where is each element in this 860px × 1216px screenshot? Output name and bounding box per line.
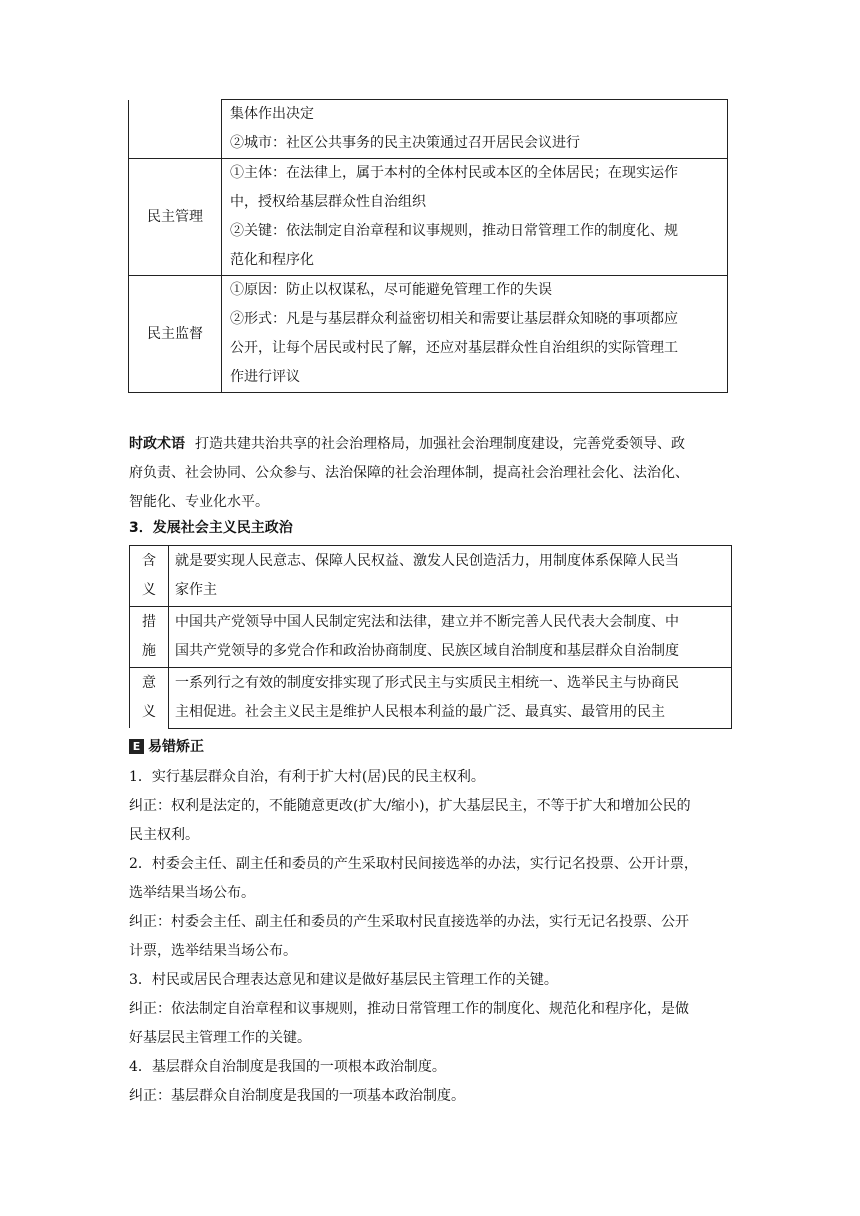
- text-line: 好基层民主管理工作的关键。: [129, 1030, 311, 1046]
- corrections-heading: [129, 735, 204, 757]
- text-line: 民主权利。: [129, 827, 199, 843]
- label-char: 施: [142, 643, 156, 659]
- row-label: 民主监督: [129, 276, 222, 393]
- label-char: 义: [142, 704, 156, 720]
- text-line: 3．村民或居民合理表达意见和建议是做好基层民主管理工作的关键。: [129, 972, 558, 988]
- row-label: [130, 607, 169, 668]
- corrections-list: [129, 763, 735, 1111]
- text-line: 选举结果当场公布。: [129, 885, 255, 901]
- table-row: [129, 100, 728, 159]
- text-line: 主相促进。社会主义民主是维护人民根本利益的最广泛、最真实、最管用的民主: [175, 703, 665, 720]
- row-label: 民主管理: [129, 159, 222, 276]
- text-line: 纠正：依法制定自治章程和议事规则，推动日常管理工作的制度化、规范化和程序化，是做: [129, 1001, 689, 1017]
- term-text: 打造共建共治共享的社会治理格局，加强社会治理制度建设，完善党委领导、政: [195, 436, 685, 452]
- text-line: 作进行评议: [230, 369, 300, 385]
- text-line: ①原因：防止以权谋私，尽可能避免管理工作的失误: [230, 282, 552, 298]
- text-line: 范化和程序化: [230, 252, 314, 268]
- table-row: [129, 276, 728, 393]
- democracy-table: [128, 99, 728, 393]
- row-content: [169, 546, 732, 607]
- text-line: 纠正：基层群众自治制度是我国的一项基本政治制度。: [129, 1088, 465, 1104]
- row-label: [129, 100, 222, 159]
- text-line: [129, 430, 733, 459]
- political-term-paragraph: [129, 430, 733, 517]
- row-content: [169, 668, 732, 729]
- text-line: ②形式：凡是与基层群众利益密切相关和需要让基层群众知晓的事项都应: [230, 311, 678, 327]
- label-char: 意: [142, 675, 156, 691]
- socialist-democracy-table: [129, 545, 732, 729]
- text-line: ①主体：在法律上，属于本村的全体村民或本区的全体居民；在现实运作: [230, 165, 678, 181]
- text-line: 集体作出决定: [230, 106, 314, 122]
- text-line: 家作主: [175, 582, 217, 598]
- table-row: [130, 607, 732, 668]
- section-heading: 3．发展社会主义民主政治: [129, 520, 293, 536]
- text-line: 智能化、专业化水平。: [129, 494, 269, 510]
- term-label: 时政术语: [129, 436, 185, 452]
- table-row: [129, 159, 728, 276]
- text-line: 一系列行之有效的制度安排实现了形式民主与实质民主相统一、选举民主与协商民: [175, 674, 679, 691]
- text-line: 中，授权给基层群众性自治组织: [230, 194, 426, 210]
- text-line: 纠正：权利是法定的，不能随意更改(扩大/缩小)，扩大基层民主，不等于扩大和增加公民的: [129, 798, 691, 814]
- correction-icon: E: [129, 739, 144, 754]
- text-line: 公开，让每个居民或村民了解，还应对基层群众性自治组织的实际管理工: [230, 340, 678, 356]
- text-line: 1．实行基层群众自治，有利于扩大村(居)民的民主权利。: [129, 769, 485, 785]
- text-line: 纠正：村委会主任、副主任和委员的产生采取村民直接选举的办法，实行无记名投票、公开: [129, 914, 689, 930]
- text-line: 2．村委会主任、副主任和委员的产生采取村民间接选举的办法，实行记名投票、公开计票，: [129, 856, 698, 872]
- row-content: [222, 100, 728, 159]
- label-char: 义: [142, 582, 156, 598]
- text-line: 就是要实现人民意志、保障人民权益、激发人民创造活力，用制度体系保障人民当: [175, 553, 679, 569]
- row-label: [130, 668, 169, 729]
- text-line: 中国共产党领导中国人民制定宪法和法律，建立并不断完善人民代表大会制度、中: [175, 614, 679, 630]
- row-content: [169, 607, 732, 668]
- table-row: [130, 668, 732, 729]
- table-row: [130, 546, 732, 607]
- label-char: 措: [142, 614, 156, 630]
- text-line: 府负责、社会协同、公众参与、法治保障的社会治理体制，提高社会治理社会化、法治化、: [129, 465, 689, 481]
- text-line: 4．基层群众自治制度是我国的一项根本政治制度。: [129, 1059, 446, 1075]
- text-line: 计票，选举结果当场公布。: [129, 943, 297, 959]
- text-line: ②关键：依法制定自治章程和议事规则，推动日常管理工作的制度化、规: [230, 223, 678, 239]
- text-line: 国共产党领导的多党合作和政治协商制度、民族区域自治制度和基层群众自治制度: [175, 643, 679, 659]
- label-char: 含: [142, 553, 156, 569]
- row-content: [222, 159, 728, 276]
- row-content: [222, 276, 728, 393]
- row-label: [130, 546, 169, 607]
- text-line: ②城市：社区公共事务的民主决策通过召开居民会议进行: [230, 135, 580, 151]
- corrections-title: 易错矫正: [148, 739, 204, 755]
